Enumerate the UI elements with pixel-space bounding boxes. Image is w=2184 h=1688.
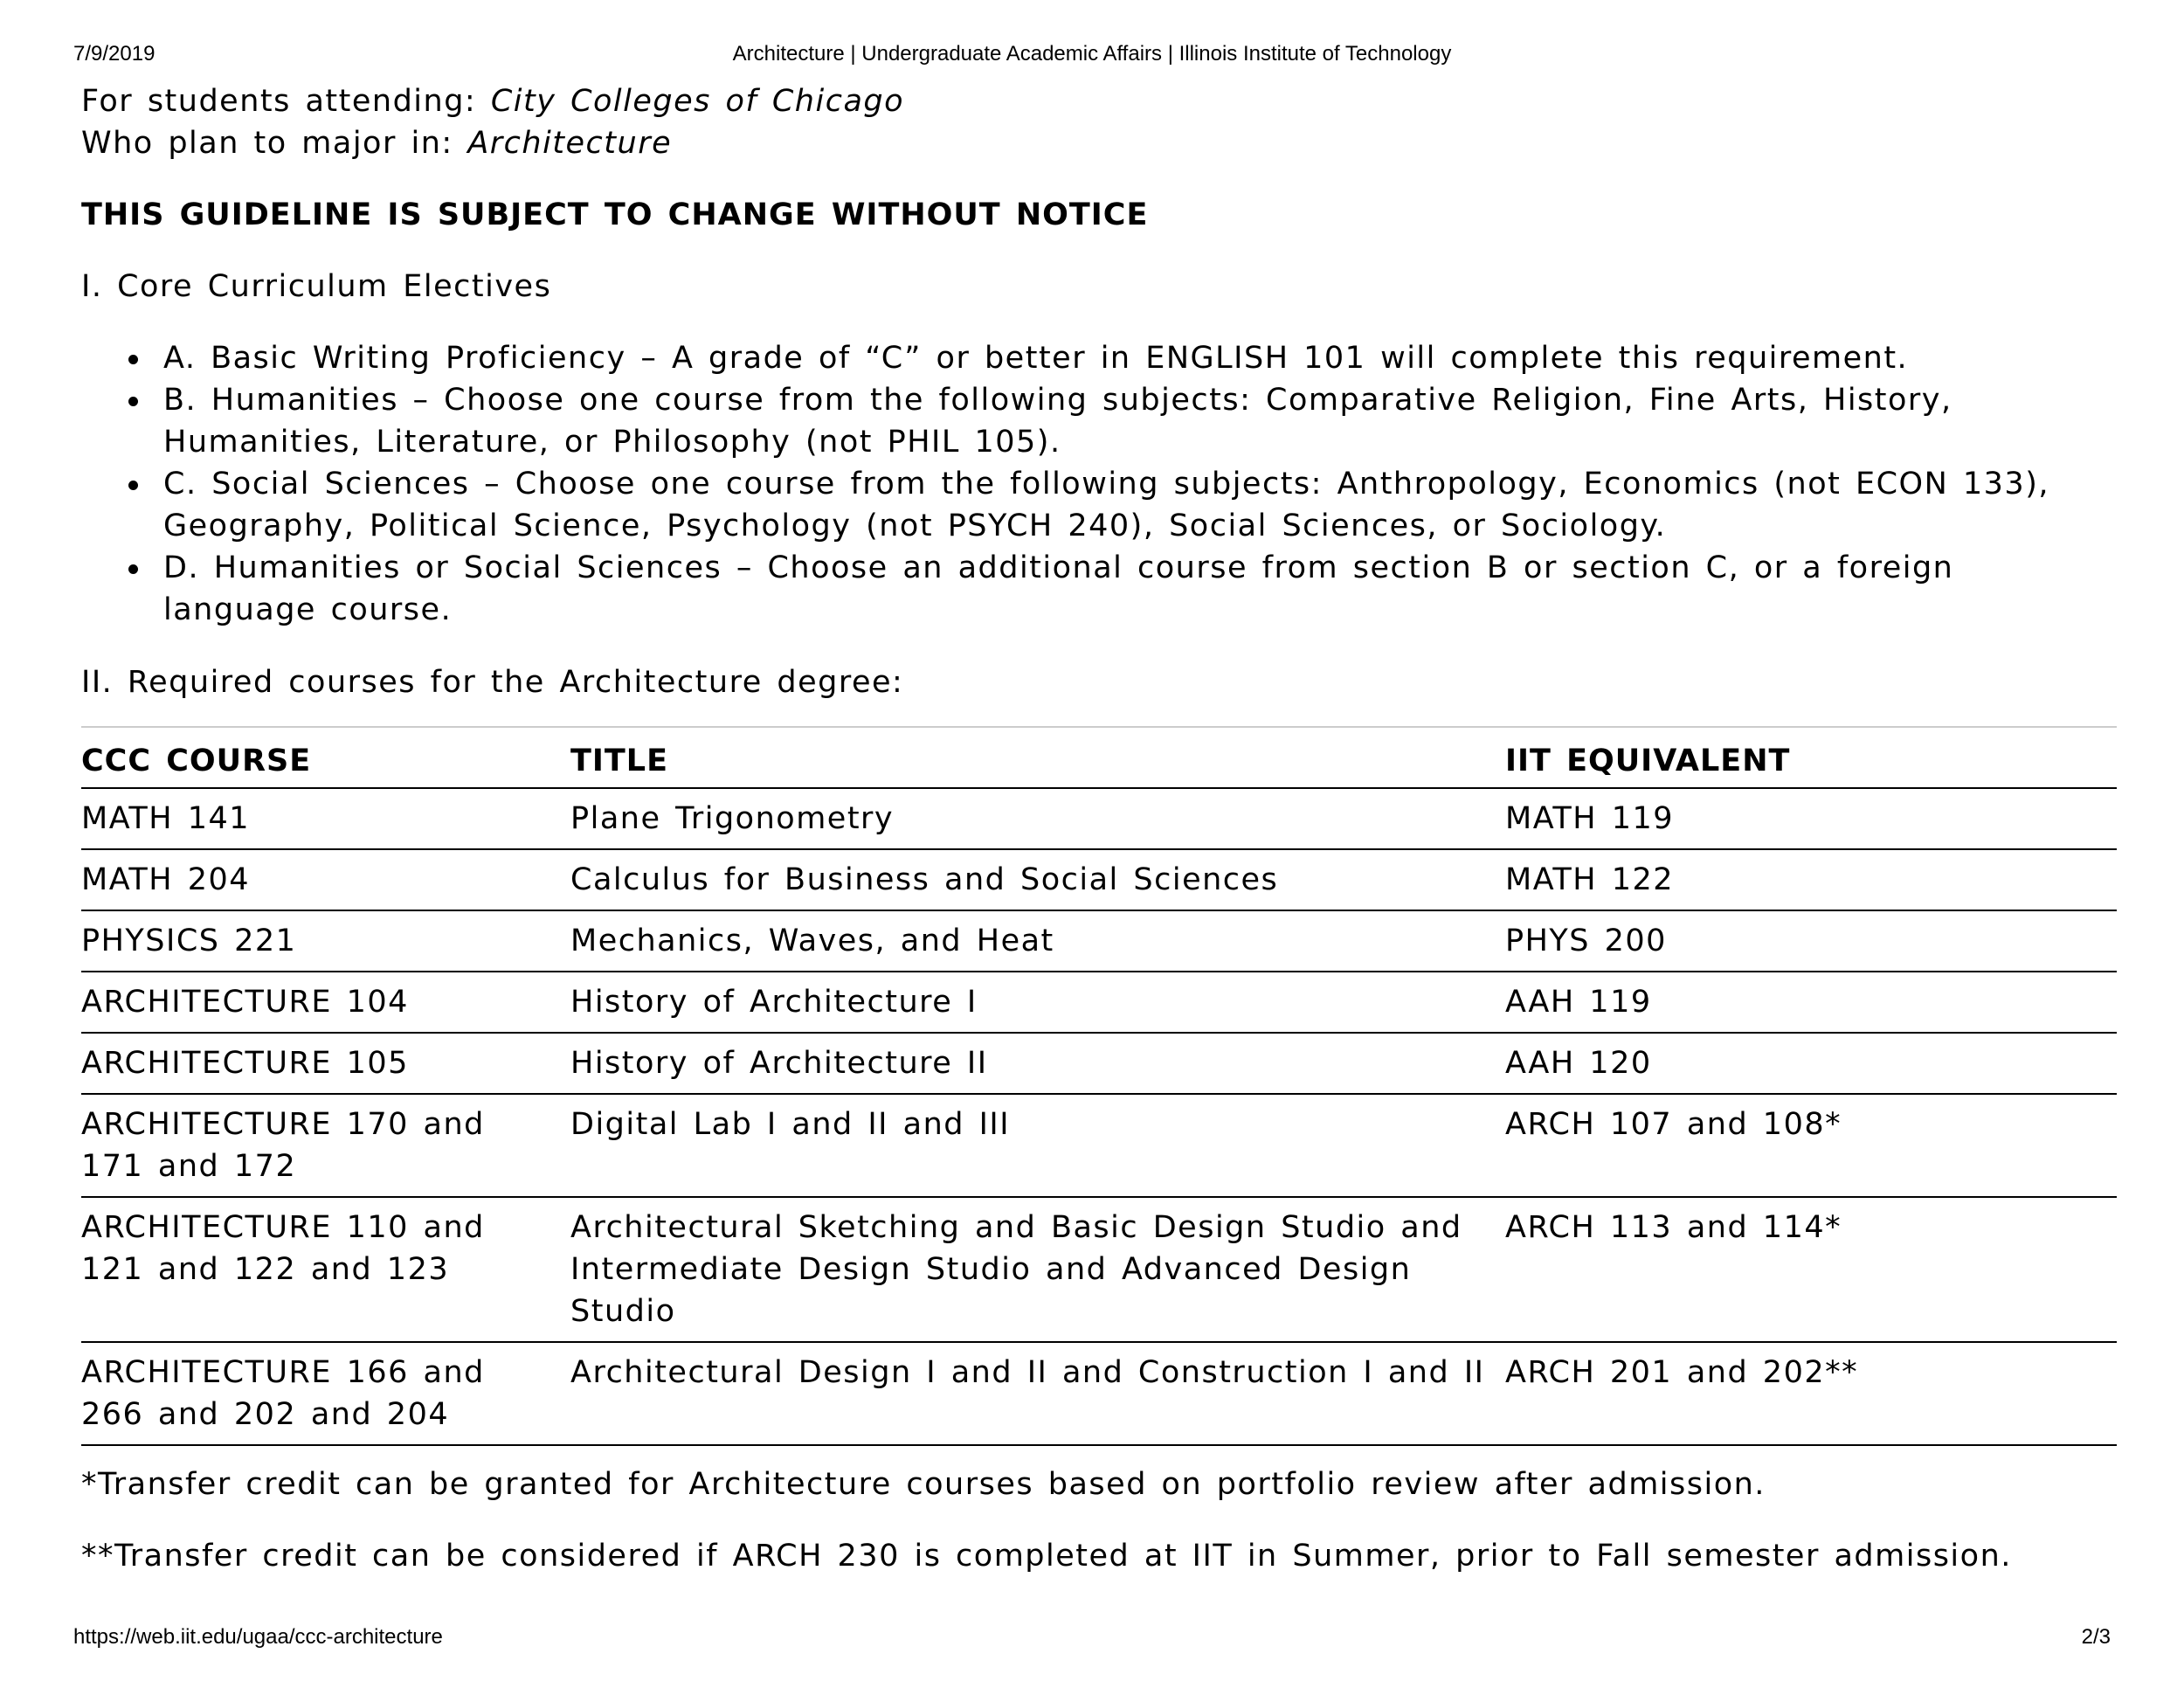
- table-header-row: [81, 727, 2117, 788]
- ccc-course-cell: MATH 141: [81, 788, 570, 849]
- table-row: [81, 1033, 2117, 1094]
- column-header: IIT EQUIVALENT: [1505, 727, 2117, 788]
- table-row: [81, 788, 2117, 849]
- print-date: 7/9/2019: [73, 42, 156, 66]
- ccc-course-cell: MATH 204: [81, 849, 570, 910]
- print-page-number: 2/3: [2081, 1625, 2111, 1649]
- table-row: [81, 1197, 2117, 1342]
- title-cell: History of Architecture I: [570, 972, 1505, 1033]
- iit-equivalent-cell: ARCH 107 and 108*: [1505, 1094, 2117, 1197]
- bullet-icon: [128, 481, 138, 490]
- page-content: [81, 80, 2117, 1577]
- attending-label: For students attending:: [81, 84, 491, 119]
- iit-equivalent-cell: AAH 119: [1505, 972, 2117, 1033]
- list-item: [163, 547, 2117, 631]
- major-label: Who plan to major in:: [81, 126, 468, 161]
- title-cell: Digital Lab I and II and III: [570, 1094, 1505, 1197]
- ccc-course-cell: ARCHITECTURE 110 and 121 and 122 and 123: [81, 1197, 570, 1342]
- core-electives-list: [81, 337, 2117, 631]
- elective-text: C. Social Sciences – Choose one course from the following subjects: Anthropology, Economics (not ECON 133), Geography, Political Science, Psychology (not PSYCH 240), Social Sciences, or Sociology.: [163, 467, 2049, 543]
- column-header: CCC COURSE: [81, 727, 570, 788]
- intro-attending: [81, 80, 2117, 122]
- title-cell: Calculus for Business and Social Sciences: [570, 849, 1505, 910]
- intro-major: [81, 122, 2117, 164]
- table-row: [81, 849, 2117, 910]
- attending-value: City Colleges of Chicago: [490, 84, 905, 119]
- title-cell: Architectural Design I and II and Construction I and II: [570, 1342, 1505, 1445]
- print-url: https://web.iit.edu/ugaa/ccc-architecture: [73, 1625, 443, 1649]
- list-item: [163, 379, 2117, 463]
- footnote-arch-230: **Transfer credit can be considered if ARCH 230 is completed at IIT in Summer, prior to Fall semester admission.: [81, 1539, 2012, 1574]
- iit-equivalent-cell: ARCH 113 and 114*: [1505, 1197, 2117, 1342]
- iit-equivalent-cell: AAH 120: [1505, 1033, 2117, 1094]
- major-value: Architecture: [467, 126, 673, 161]
- required-heading: II. Required courses for the Architecture degree:: [81, 665, 904, 700]
- elective-text: A. Basic Writing Proficiency – A grade of “C” or better in ENGLISH 101 will complete this requirement.: [163, 341, 1909, 376]
- iit-equivalent-cell: PHYS 200: [1505, 910, 2117, 972]
- core-heading: I. Core Curriculum Electives: [81, 269, 552, 304]
- change-notice: THIS GUIDELINE IS SUBJECT TO CHANGE WITHOUT NOTICE: [81, 197, 1149, 232]
- list-item: [163, 463, 2117, 547]
- table-row: [81, 1342, 2117, 1445]
- ccc-course-cell: ARCHITECTURE 105: [81, 1033, 570, 1094]
- title-cell: Plane Trigonometry: [570, 788, 1505, 849]
- course-table: [81, 726, 2117, 1446]
- footnote-portfolio: *Transfer credit can be granted for Architecture courses based on portfolio review after admission.: [81, 1467, 1766, 1502]
- bullet-icon: [128, 355, 138, 364]
- elective-text: D. Humanities or Social Sciences – Choose an additional course from section B or section C, or a foreign language course.: [163, 550, 1954, 627]
- ccc-course-cell: ARCHITECTURE 104: [81, 972, 570, 1033]
- table-row: [81, 1094, 2117, 1197]
- ccc-course-cell: PHYSICS 221: [81, 910, 570, 972]
- ccc-course-cell: ARCHITECTURE 166 and 266 and 202 and 204: [81, 1342, 570, 1445]
- column-header: TITLE: [570, 727, 1505, 788]
- elective-text: B. Humanities – Choose one course from the following subjects: Comparative Religion, Fine Arts, History, Humanities, Literature, or Philosophy (not PHIL 105).: [163, 383, 1952, 460]
- table-row: [81, 972, 2117, 1033]
- print-page-title: Architecture | Undergraduate Academic Affairs | Illinois Institute of Technology: [732, 42, 1452, 66]
- bullet-icon: [128, 564, 138, 574]
- iit-equivalent-cell: MATH 122: [1505, 849, 2117, 910]
- title-cell: Architectural Sketching and Basic Design Studio and Intermediate Design Studio and Advanced Design Studio: [570, 1197, 1505, 1342]
- title-cell: Mechanics, Waves, and Heat: [570, 910, 1505, 972]
- bullet-icon: [128, 397, 138, 406]
- title-cell: History of Architecture II: [570, 1033, 1505, 1094]
- iit-equivalent-cell: MATH 119: [1505, 788, 2117, 849]
- list-item: [163, 337, 2117, 379]
- table-row: [81, 910, 2117, 972]
- iit-equivalent-cell: ARCH 201 and 202**: [1505, 1342, 2117, 1445]
- ccc-course-cell: ARCHITECTURE 170 and 171 and 172: [81, 1094, 570, 1197]
